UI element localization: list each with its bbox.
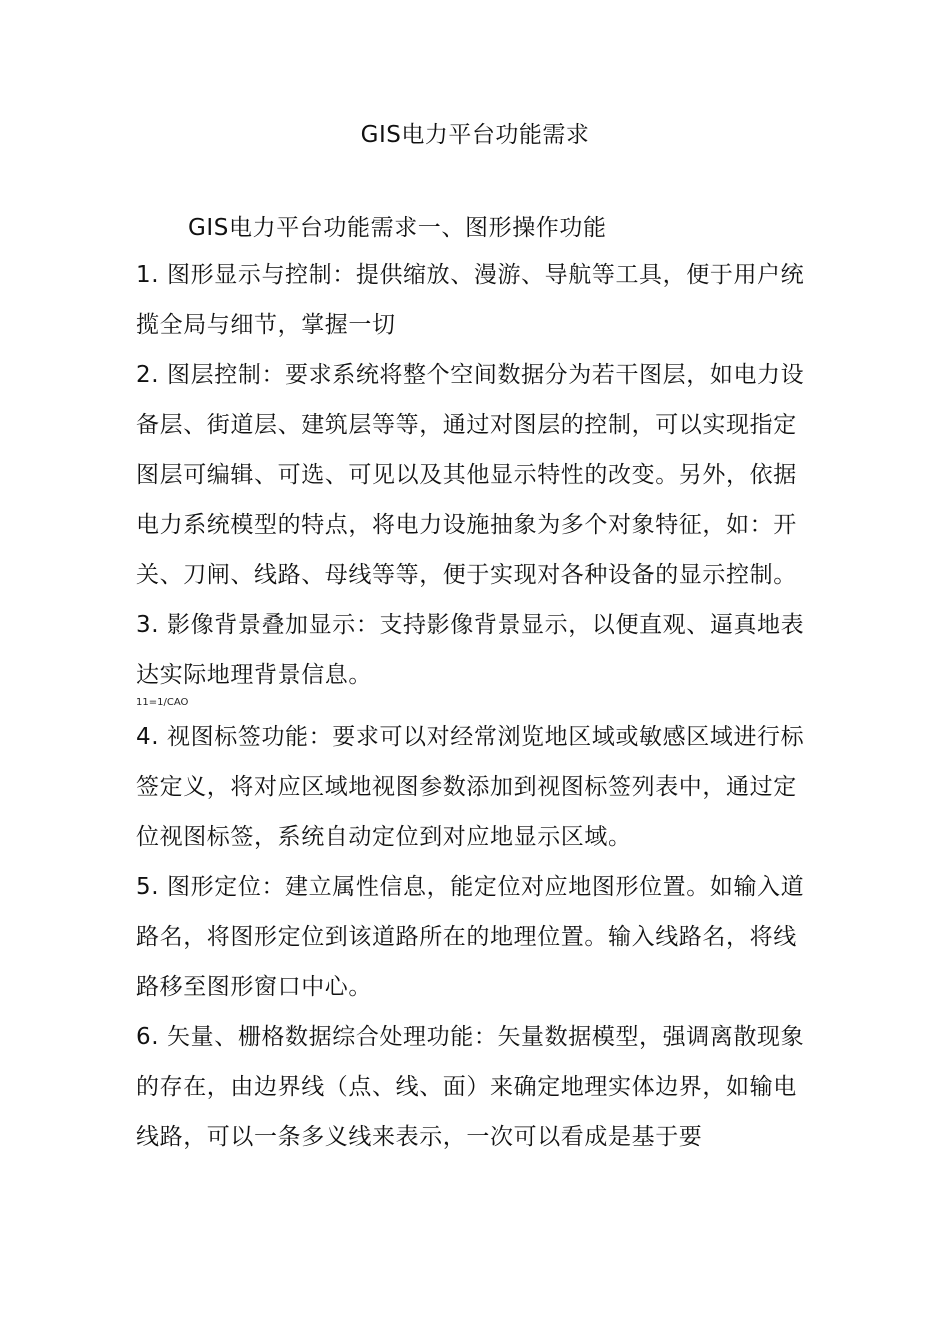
document-body — [136, 206, 816, 1162]
paragraph-1: 1. 图形显示与控制：提供缩放、漫游、导航等工具，便于用户统揽全局与细节，掌握一切 — [136, 262, 805, 338]
paragraph-4: 4. 视图标签功能：要求可以对经常浏览地区域或敏感区域进行标签定义，将对应区域地视图参数添加到视图标签列表中，通过定位视图标签，系统自动定位到对应地显示区域。 — [136, 724, 805, 850]
document-title: GIS电力平台功能需求 — [360, 122, 590, 148]
paragraph-2: 2. 图层控制：要求系统将整个空间数据分为若干图层，如电力设备层、街道层、建筑层等等，通过对图层的控制，可以实现指定图层可编辑、可选、可见以及其他显示特性的改变。另外，依据电力系统模型的特点，将电力设施抽象为多个对象特征，如：开关、刀闸、线路、母线等等，便于实现对各种设备的显示控制。 — [136, 362, 805, 588]
section-heading: GIS电力平台功能需求一、图形操作功能 — [188, 215, 607, 241]
paragraph-3: 3. 影像背景叠加显示：支持影像背景显示，以便直观、逼真地表达实际地理背景信息。 — [136, 612, 805, 688]
small-note: 11=1/CAO — [136, 697, 189, 708]
paragraph-5: 5. 图形定位：建立属性信息，能定位对应地图形位置。如输入道路名，将图形定位到该道路所在的地理位置。输入线路名，将线路移至图形窗口中心。 — [136, 874, 805, 1000]
paragraph-6: 6. 矢量、栅格数据综合处理功能：矢量数据模型，强调离散现象的存在，由边界线（点、线、面）来确定地理实体边界，如输电线路，可以一条多义线来表示，一次可以看成是基于要 — [136, 1024, 805, 1150]
